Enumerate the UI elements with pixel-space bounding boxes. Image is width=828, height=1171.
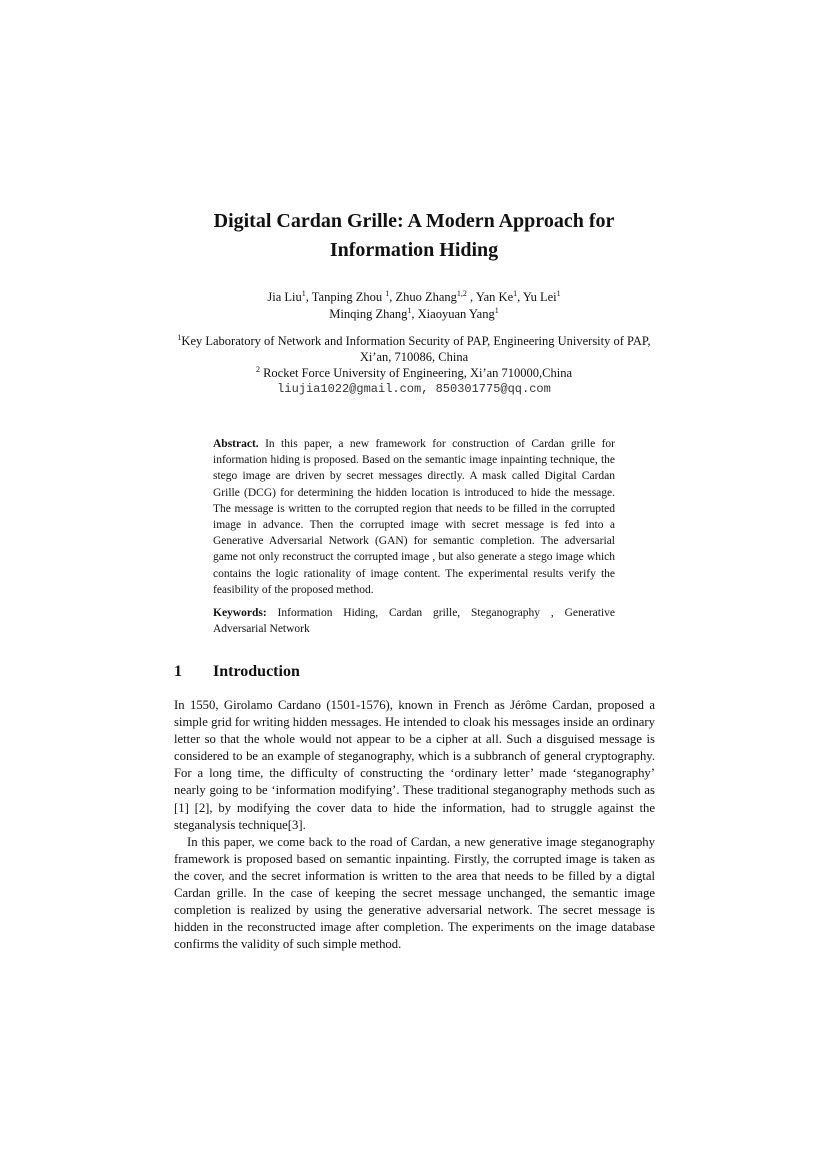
body-paragraph: In this paper, we come back to the road of Cardan, a new generative image steganography framework is proposed based on semantic inpainting. Firstly, the corrupted image is taken as the cover, and the secret information is written to the area that needs to be filled by a digtal Cardan grille. In the case of keeping the secret message unchanged, the semantic image completion is realized by using the generative adversarial network. The secret message is hidden in the reconstructed image after completion. The experiments on the image database confirms the validity of such simple method.	[174, 834, 655, 952]
author-name: Yu Lei	[522, 290, 557, 304]
title-line-1: Digital Cardan Grille: A Modern Approach for	[213, 210, 615, 232]
affiliation-marker: 2	[255, 364, 260, 374]
body-paragraph: In 1550, Girolamo Cardano (1501-1576), known in French as Jérôme Cardan, proposed a simple grid for writing hidden messages. He intended to cloak his messages inside an ordinary letter so that the whole would not appear to be a cipher at all. Such a disguised message is considered to be an example of steganography, which is a subbranch of general cryptography. For a long time, the difficulty of constructing the ‘ordinary letter’ made ‘steganography’ nearly going to be ‘information modifying’. These traditional steganography methods such as [1] [2], by modifying the cover data to hide the information, had to struggle against the steganalysis technique[3].	[174, 698, 655, 832]
author-list: Jia Liu$^1$, Tanping Zhou $^1$, Zhuo Zhang$^{1,2}$ , Yan Ke$^1$, Yu Lei$^1$ Minqing Zhang$^1$, Xiaoyuan Yang$^1$	[267, 288, 561, 321]
author-affiliation-marker: 1	[385, 288, 390, 298]
abstract-text: In this paper, a new framework for construction of Cardan grille for information hiding is proposed. Based on the semantic image inpainting technique, the stego image are driven by secret messages directly. A mask called Digital Cardan Grille (DCG) for determining the hidden location is introduced to hide the message. The message is written to the corrupted region that needs to be filled in the corrupted image in advance. Then the corrupted image with secret message is fed into a Generative Adversarial Network (GAN) for semantic completion. The adversarial game not only reconstruct the corrupted image , but also generate a stego image which contains the logic rationality of image content. The experimental results verify the feasibility of the proposed method.	[213, 438, 616, 596]
author-affiliation-marker: 1,2	[456, 288, 467, 298]
author-name: Tanping Zhou	[311, 290, 383, 304]
affiliation-text: Rocket Force University of Engineering, Xi’an 710000,China	[263, 366, 573, 380]
affiliations	[170, 333, 658, 397]
keywords	[213, 605, 615, 637]
title-line-2: Information Hiding	[329, 239, 499, 261]
abstract-label: Abstract.	[213, 438, 259, 450]
author-affiliation-marker: 1	[556, 288, 561, 298]
author-affiliation-marker: 1	[513, 288, 518, 298]
author-affiliation-marker: 1	[494, 305, 499, 315]
author-affiliation-marker: 1	[301, 288, 306, 298]
affiliation-marker: 1	[177, 332, 182, 342]
author-emails: liujia1022@gmail.com, 850301775@qq.com	[277, 382, 551, 396]
paper-title	[170, 207, 658, 265]
affiliation-2	[170, 365, 658, 381]
author-affiliation-marker: 1	[407, 305, 412, 315]
section-heading	[174, 661, 654, 683]
author-name: Jia Liu	[267, 290, 302, 304]
abstract	[213, 436, 615, 598]
author-name: Zhuo Zhang	[395, 290, 457, 304]
section-body	[174, 697, 655, 953]
section-title: Introduction	[213, 663, 300, 680]
author-name: Minqing Zhang	[329, 307, 408, 321]
affiliation-text: Key Laboratory of Network and Information Security of PAP, Engineering University of PAP, Xi’an, 710086, China	[181, 334, 651, 364]
keywords-label: Keywords:	[213, 607, 267, 619]
keywords-text: Information Hiding, Cardan grille, Steganography , Generative Adversarial Network	[213, 607, 616, 636]
author-name: Yan Ke	[475, 290, 514, 304]
author-name: Xiaoyuan Yang	[417, 307, 495, 321]
section-number: 1	[174, 663, 182, 680]
affiliation-1	[170, 333, 658, 365]
